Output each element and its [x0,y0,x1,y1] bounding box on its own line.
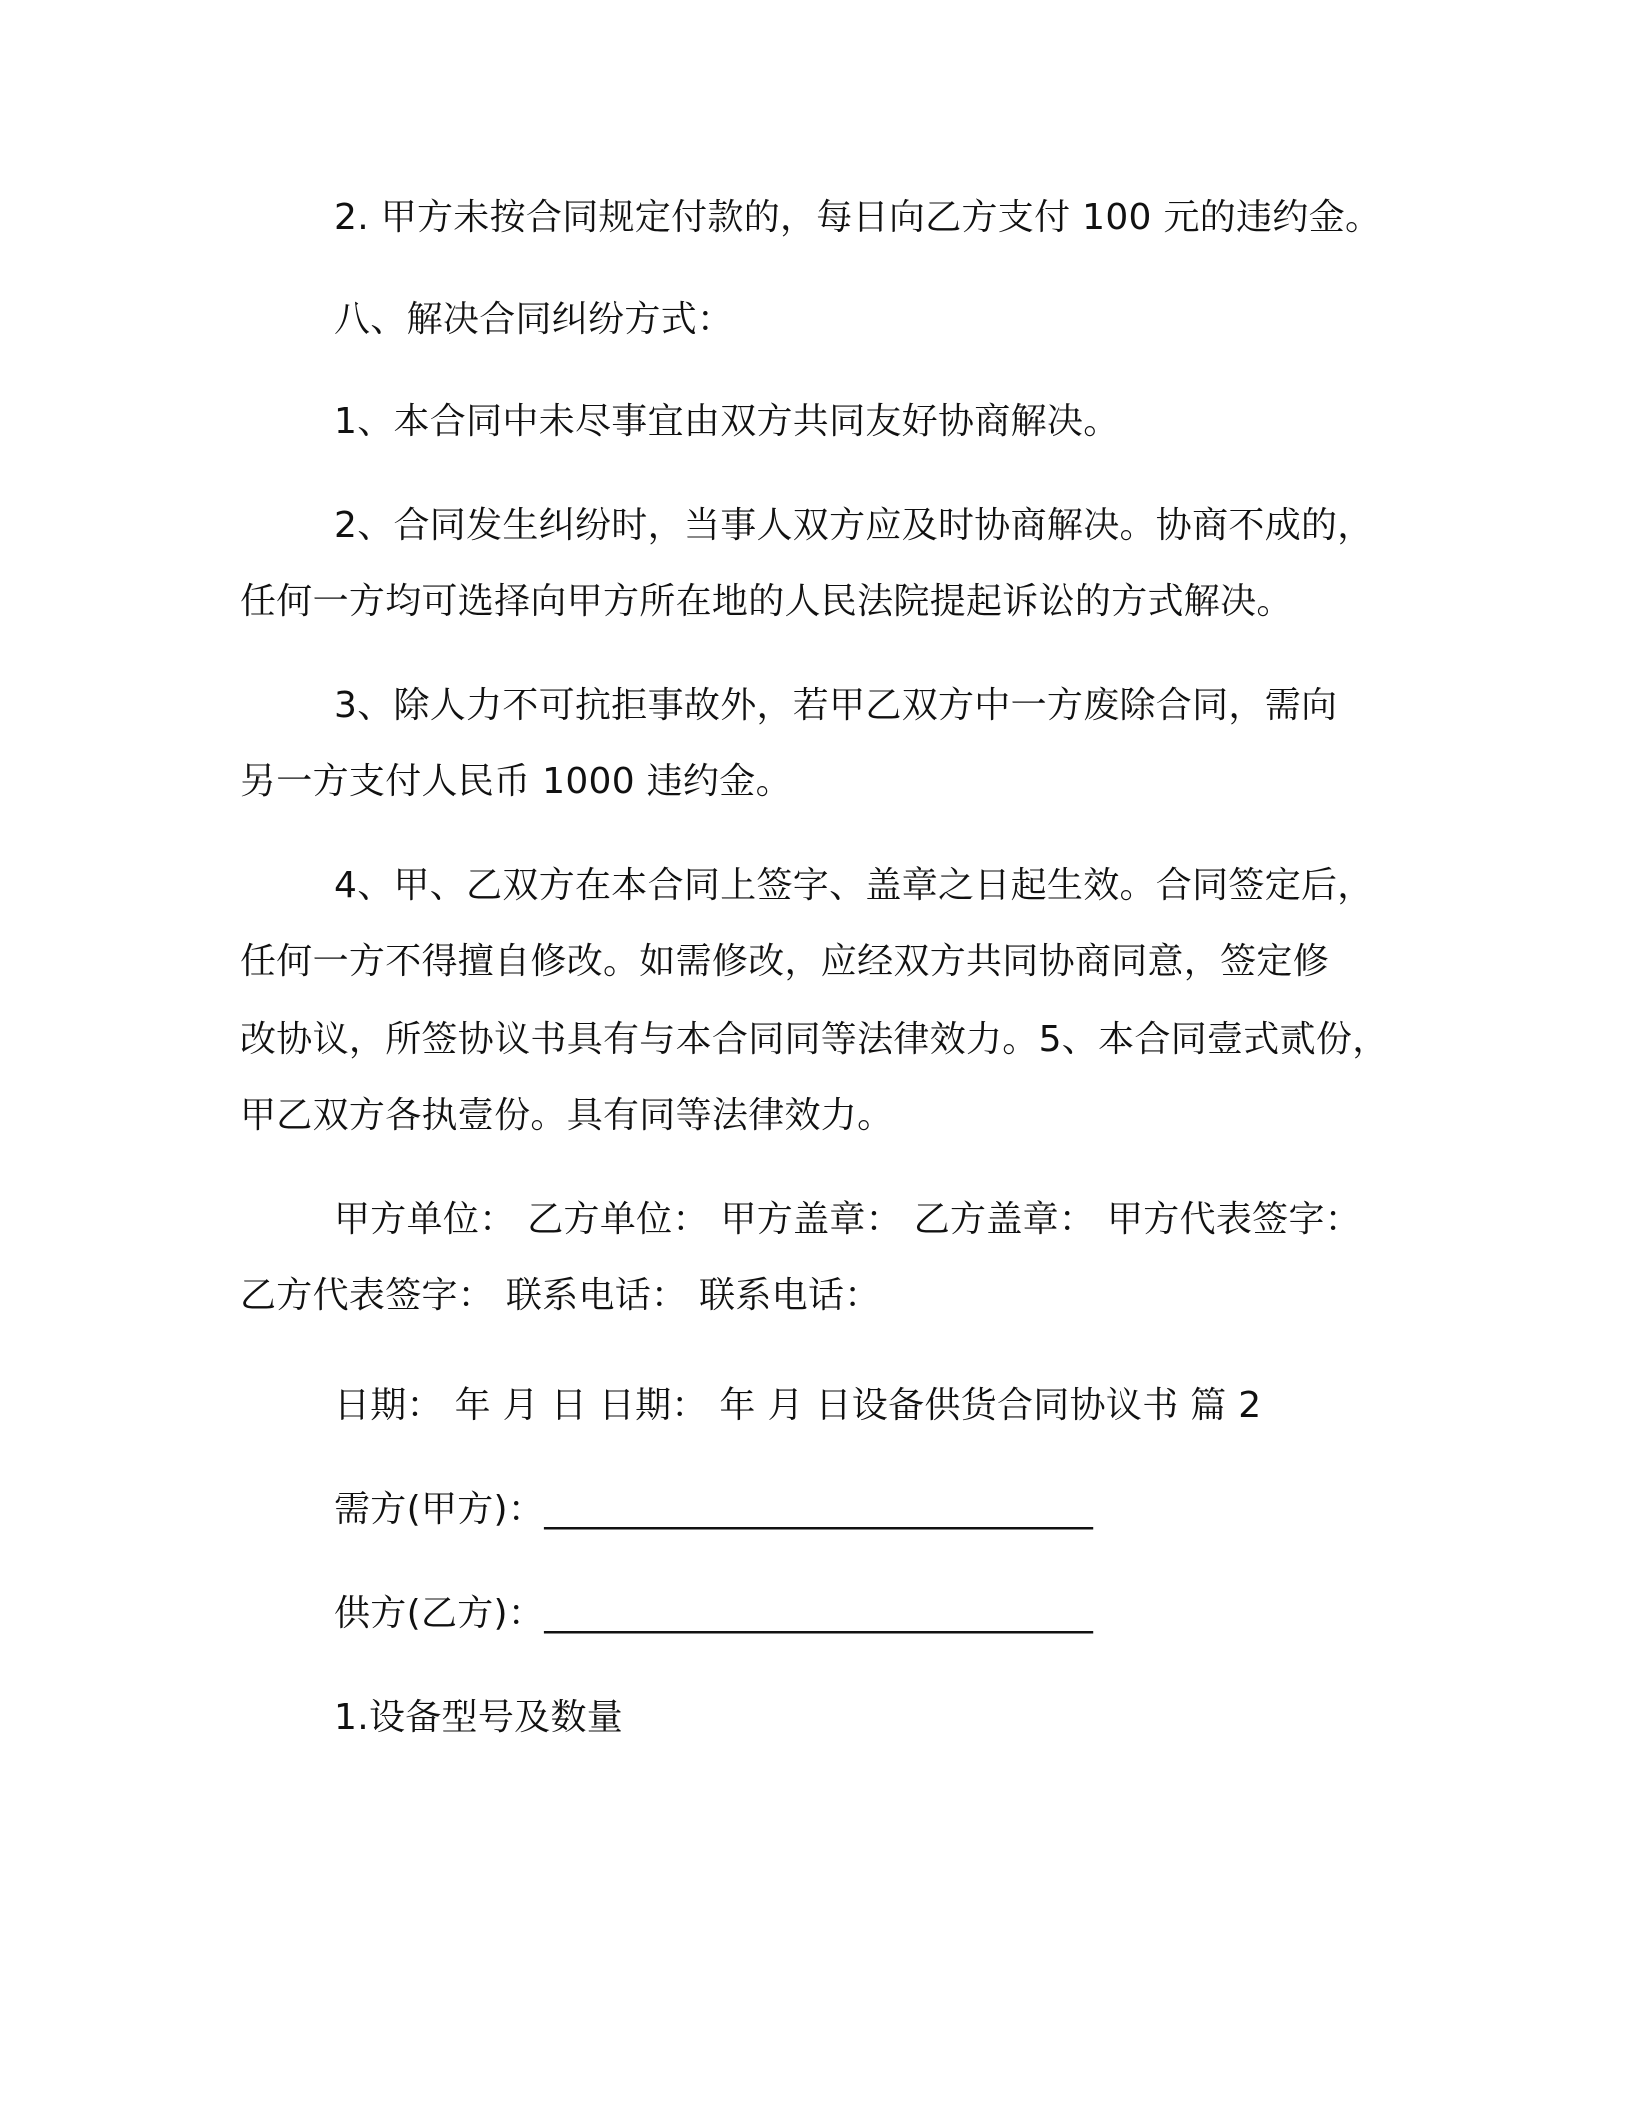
date-line: 日期： 年 月 日 日期： 年 月 日设备供货合同协议书 篇 2 [334,1385,1262,1426]
signature-fields-line: 乙方代表签字： 联系电话： 联系电话： [240,1275,881,1316]
buyer-party-line: 需方(甲方)：______________________________ [334,1489,1094,1530]
text-line: 任何一方均可选择向甲方所在地的人民法院提起诉讼的方式解决。 [240,581,1293,622]
text-line: 另一方支付人民币 1000 违约金。 [240,761,792,802]
text-line: 2、合同发生纠纷时，当事人双方应及时协商解决。协商不成的， [334,505,1374,546]
section-heading: 1.设备型号及数量 [334,1697,624,1738]
text-line: 3、除人力不可抗拒事故外，若甲乙双方中一方废除合同，需向 [334,685,1338,726]
text-line: 任何一方不得擅自修改。如需修改，应经双方共同协商同意，签定修 [240,941,1330,982]
section-heading: 八、解决合同纠纷方式： [334,299,734,340]
text-line: 甲乙双方各执壹份。具有同等法律效力。 [240,1095,894,1136]
signature-fields-line: 甲方单位： 乙方单位： 甲方盖章： 乙方盖章： 甲方代表签字： [334,1199,1362,1240]
text-line: 4、甲、乙双方在本合同上签字、盖章之日起生效。合同签定后， [334,865,1374,906]
text-line: 改协议，所签协议书具有与本合同同等法律效力。5、本合同壹式贰份， [240,1019,1389,1060]
text-line: 2. 甲方未按合同规定付款的，每日向乙方支付 100 元的违约金。 [334,197,1382,238]
supplier-party-line: 供方(乙方)：______________________________ [334,1593,1094,1634]
text-line: 1、本合同中未尽事宜由双方共同友好协商解决。 [334,401,1120,442]
